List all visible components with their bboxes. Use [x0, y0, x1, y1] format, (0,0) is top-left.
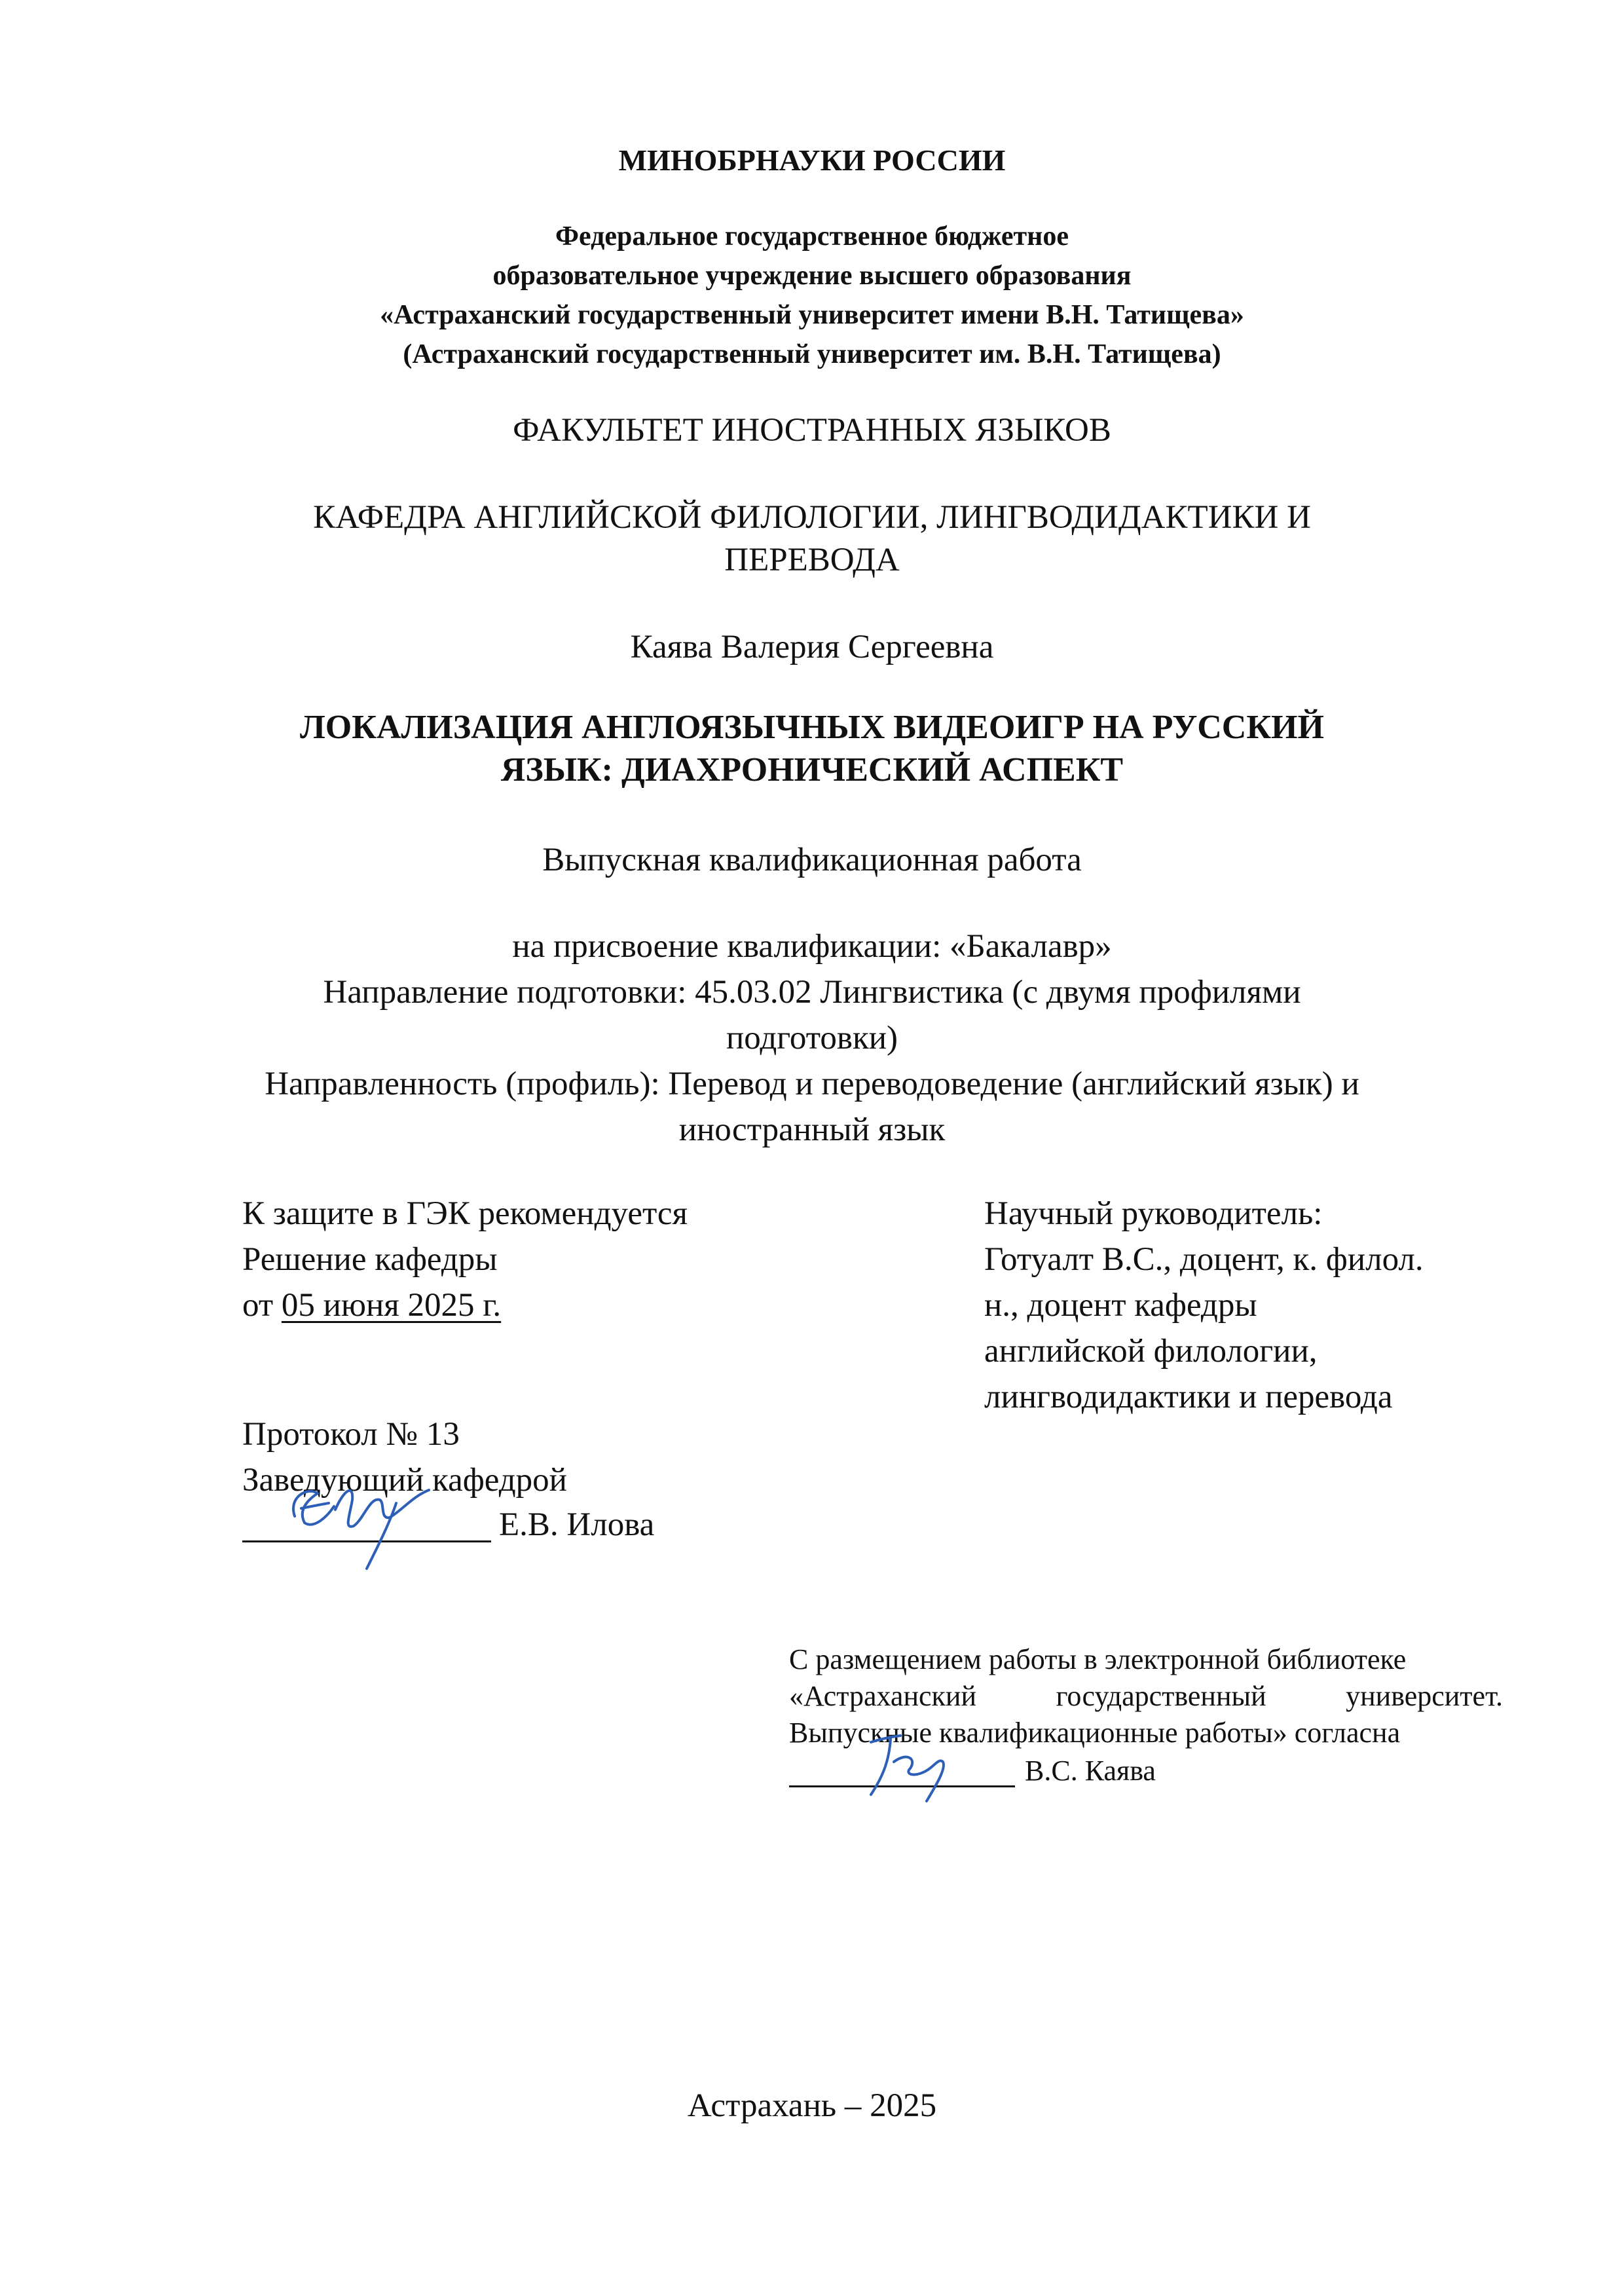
consent-line-1: С размещением работы в электронной библиотеке: [789, 1643, 1407, 1675]
supervisor-line-4: лингводидактики и перевода: [984, 1379, 1393, 1415]
decision-date-prefix: от: [242, 1287, 282, 1324]
student-name: В.С. Каява: [1025, 1755, 1156, 1787]
institution-line-3: «Астраханский государственный университет имени В.Н. Татищева»: [380, 300, 1244, 330]
institution-line-1: Федеральное государственное бюджетное: [555, 221, 1069, 252]
thesis-title-line-2: ЯЗЫК: ДИАХРОНИЧЕСКИЙ АСПЕКТ: [500, 751, 1124, 789]
institution-line-4: (Астраханский государственный университет им. В.Н. Татищева): [403, 339, 1221, 369]
department-line-1: КАФЕДРА АНГЛИЙСКОЙ ФИЛОЛОГИИ, ЛИНГВОДИДАКТИКИ И: [313, 499, 1311, 536]
decision-date-value: 05 июня 2025 г.: [281, 1287, 502, 1324]
head-handwritten-signature: [282, 1470, 452, 1575]
supervisor-line-3: английской филологии,: [984, 1333, 1318, 1370]
department-line-2: ПЕРЕВОДА: [724, 542, 900, 578]
consent-word-2: государственный: [1056, 1680, 1266, 1712]
work-type: Выпускная квалификационная работа: [542, 842, 1082, 878]
qualification-line-4: Направленность (профиль): Перевод и переводоведение (английский язык) и: [265, 1066, 1359, 1102]
qualification-line-5: иностранный язык: [678, 1111, 946, 1148]
decision-date: [242, 1289, 501, 1322]
qualification-line-3: подготовки): [726, 1020, 898, 1056]
department-decision: Решение кафедры: [242, 1241, 498, 1278]
consent-word-3: университет.: [1346, 1680, 1503, 1712]
head-of-department-name: Е.В. Илова: [499, 1506, 655, 1543]
footer-city-year: Астрахань – 2025: [687, 2087, 937, 2124]
supervisor-label: Научный руководитель:: [984, 1195, 1323, 1232]
ministry-heading: МИНОБРНАУКИ РОССИИ: [618, 143, 1006, 177]
faculty-name: ФАКУЛЬТЕТ ИНОСТРАННЫХ ЯЗЫКОВ: [513, 412, 1111, 449]
student-handwritten-signature: [845, 1723, 976, 1821]
defense-recommend: К защите в ГЭК рекомендуется: [242, 1195, 688, 1232]
institution-line-2: образовательное учреждение высшего образования: [492, 261, 1132, 291]
protocol-number: Протокол № 13: [242, 1416, 460, 1453]
supervisor-line-2: н., доцент кафедры: [984, 1287, 1257, 1324]
consent-line-3: Выпускные квалификационные работы» согласна: [789, 1717, 1401, 1749]
qualification-line-2: Направление подготовки: 45.03.02 Лингвистика (с двумя профилями: [323, 974, 1301, 1011]
qualification-line-1: на присвоение квалификации: «Бакалавр»: [512, 928, 1112, 965]
supervisor-line-1: Готуалт В.С., доцент, к. филол.: [984, 1241, 1424, 1278]
thesis-title-line-1: ЛОКАЛИЗАЦИЯ АНГЛОЯЗЫЧНЫХ ВИДЕОИГР НА РУССКИЙ: [300, 709, 1324, 746]
consent-word-1: «Астраханский: [789, 1680, 976, 1712]
consent-line-2: [789, 1682, 1503, 1711]
head-of-department-title: Заведующий кафедрой: [242, 1462, 567, 1499]
author-name: Каява Валерия Сергеевна: [630, 629, 994, 665]
